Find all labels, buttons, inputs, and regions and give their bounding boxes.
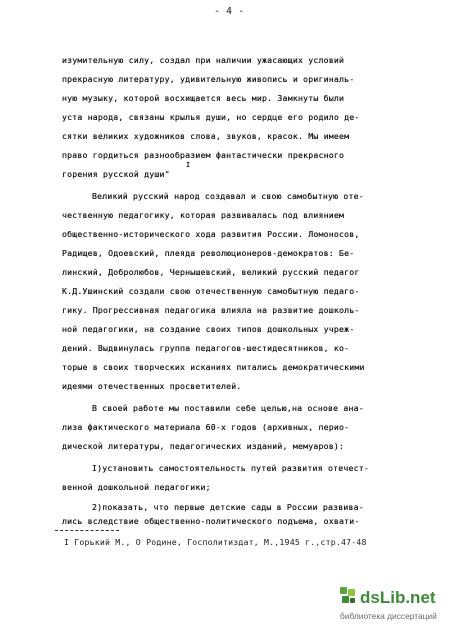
text-line: общественно-исторического хода развития России. Ломоносов, (62, 229, 360, 239)
text-line: линский, Добролюбов, Чернышевский, великий русский педагог (62, 267, 360, 277)
watermark-site-name: dsLib.net (360, 588, 436, 607)
text-line: Великий русский народ создавал и свою самобытную оте- (92, 191, 364, 201)
text-line: изумительную силу, создал при наличии ужасающих условий (62, 55, 345, 65)
text-line: Радищев, Одоевский, плеяда революционеров-демократов: Бе- (62, 248, 355, 258)
text-line: уста народа, связаны крылья души, но сердце его родило де- (62, 112, 360, 122)
text-line: право гордиться разнообразием фантастически прекрасного (62, 150, 345, 160)
text-line: 2)показать, что первые детские сады в России развива- (92, 502, 364, 512)
text-line: I)установить самостоятельность путей развития отечест- (92, 463, 369, 473)
dslib-logo-icon (340, 587, 356, 605)
text-line: ной педагогики, на создание своих типов дошкольных учреж- (62, 324, 355, 334)
text-line: К.Д.Ушинский создали свою отечественную самобытную педаго- (62, 286, 360, 296)
text-line: прекрасную литературу, удивительную живопись и оригиналь- (62, 74, 355, 84)
footnote: I Горький М., О Родине, Госполитиздат, М.,1945 г.,стр.47-48 (64, 537, 367, 547)
text-line: дической литературы, педагогических изданий, мемуаров): (62, 441, 345, 451)
text-line: ную музыку, которой восхищается весь мир. Замкнуты были (62, 93, 345, 103)
text-line: торые в своих творческих исканиях питались демократическими (62, 362, 365, 372)
text-line: горения русской души" (62, 169, 170, 179)
text-line: лиза фактического материала 60-х годов (архивных, перио- (62, 422, 350, 432)
text-line: сятки великих художников слова, звуков, красок. Мы имеем (62, 131, 350, 141)
watermark (340, 587, 444, 629)
footnote-divider (55, 530, 119, 531)
text-line: венной дошкольной педагогики; (62, 482, 211, 492)
text-line: чественную педагогику, которая развивалась под влиянием (62, 210, 345, 220)
text-line: гику. Прогрессивная педагогика влияла на развитие дошколь- (62, 305, 360, 315)
text-line: дений. Выдвинулась группа педагогов-шестидесятников, ко- (62, 343, 350, 353)
text-line: В своей работе мы поставили себе целью,на основе ана- (92, 403, 364, 413)
text-line: лись вследствие общественно-политического подъема, охвати- (62, 516, 360, 526)
text-line: идеями отечественных просветителей. (62, 381, 242, 391)
page-number: - 4 - (214, 6, 245, 17)
watermark-subtitle: библиотека диссертаций (340, 611, 437, 621)
footnote-marker: I (186, 161, 191, 169)
